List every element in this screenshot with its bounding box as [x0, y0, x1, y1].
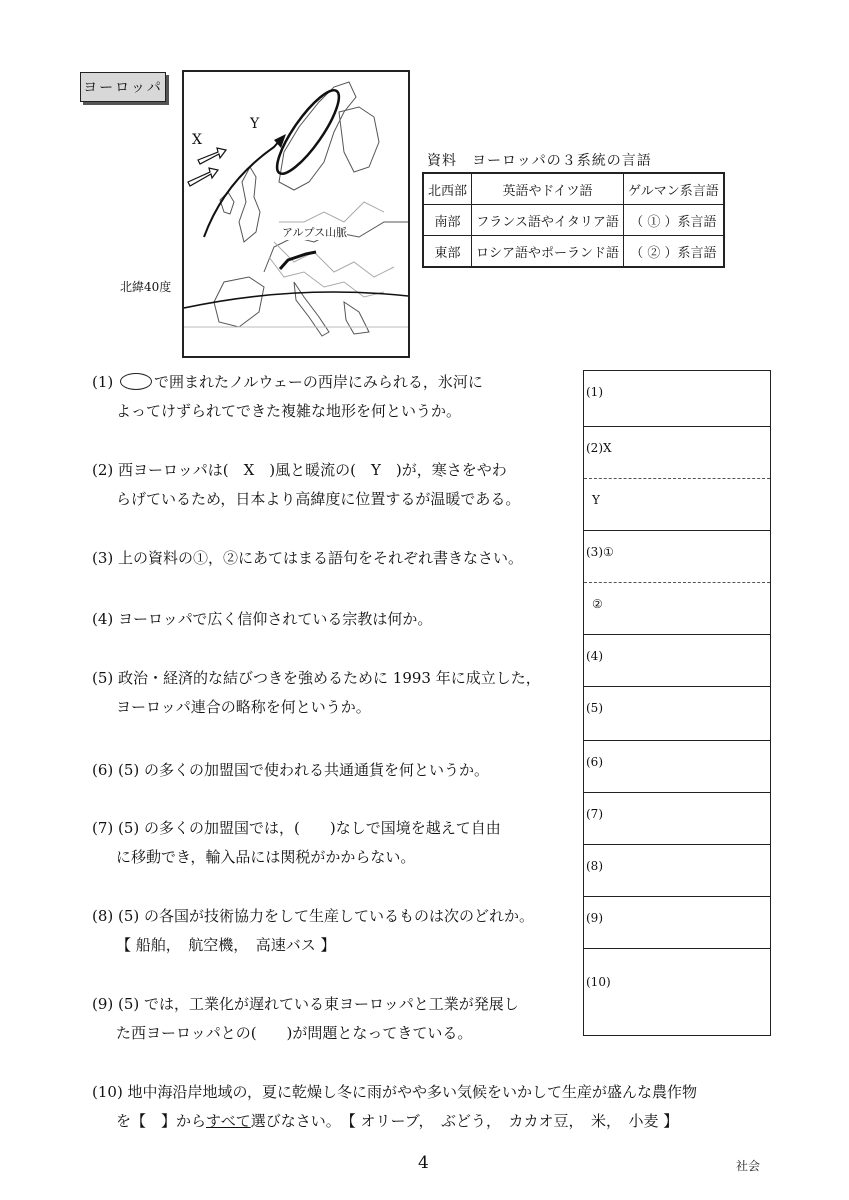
- finland-outline: [339, 107, 379, 172]
- answer-field-2y[interactable]: [584, 479, 770, 531]
- q10-underlined: すべて: [206, 1112, 251, 1130]
- table-row: [423, 236, 724, 268]
- question-3: [92, 544, 523, 573]
- answer-field-9[interactable]: [584, 897, 770, 949]
- answer-label: (5): [586, 701, 603, 715]
- oval-icon: [120, 373, 152, 390]
- answer-field-8[interactable]: [584, 845, 770, 897]
- languages-cell: ロシア語やポーランド語: [472, 236, 624, 268]
- resource-title: 資料 ヨーロッパの３系統の言語: [427, 153, 652, 169]
- q1-text-line2: よってけずられてできた複雑な地形を何というか。: [116, 402, 462, 420]
- question-10: [92, 1078, 697, 1136]
- language-table: [422, 172, 725, 268]
- answer-label: (8): [586, 859, 603, 873]
- answer-field-4[interactable]: [584, 635, 770, 687]
- greece-outline: [344, 302, 369, 334]
- family-cell: （ ① ）系言語: [624, 205, 724, 236]
- question-8: [92, 902, 534, 960]
- q10-text: (10) 地中海沿岸地域の，夏に乾燥し冬に雨がやや多い気候をいかして生産が盛んな農作物: [92, 1083, 697, 1101]
- answer-label: (6): [586, 755, 603, 769]
- europe-map: [182, 70, 410, 358]
- table-row: [423, 173, 724, 205]
- q5-text: (5) 政治・経済的な結びつきを強めるために 1993 年に成立した，: [92, 669, 541, 687]
- question-7: [92, 814, 501, 872]
- iberia-outline: [214, 277, 264, 327]
- languages-cell: フランス語やイタリア語: [472, 205, 624, 236]
- map-label-y: Y: [250, 116, 260, 132]
- q2-text-line2: らげているため，日本より高緯度に位置するが温暖である。: [116, 490, 521, 508]
- question-4: [92, 605, 432, 634]
- region-cell: 南部: [423, 205, 472, 236]
- answer-field-1[interactable]: [584, 371, 770, 427]
- answer-label: (9): [586, 911, 603, 925]
- question-2: [92, 456, 520, 514]
- region-cell: 北西部: [423, 173, 472, 205]
- answer-field-6[interactable]: [584, 741, 770, 793]
- current-y-arrow: [204, 140, 280, 237]
- family-cell: ゲルマン系言語: [624, 173, 724, 205]
- europe-map-drawing: [184, 72, 408, 356]
- answer-field-2x[interactable]: [584, 427, 770, 479]
- answer-field-3-1[interactable]: [584, 531, 770, 583]
- q4-text: (4) ヨーロッパで広く信仰されている宗教は何か。: [92, 610, 433, 628]
- answer-label: Y: [592, 493, 600, 507]
- section-title: ヨーロッパ: [80, 72, 166, 102]
- q7-text: (7) (5) の多くの加盟国では，( )なしで国境を越えて自由: [92, 819, 501, 837]
- answer-label: (3)①: [586, 545, 614, 559]
- q8-text: (8) (5) の各国が技術協力をして生産しているものは次のどれか。: [92, 907, 535, 925]
- q7-text-line2: に移動でき，輸入品には関税がかからない。: [116, 848, 416, 866]
- ireland-outline: [220, 192, 234, 214]
- question-9: [92, 990, 519, 1048]
- q5-text-line2: ヨーロッパ連合の略称を何というか。: [116, 698, 371, 716]
- region-cell: 東部: [423, 236, 472, 268]
- page-number: 4: [418, 1153, 429, 1173]
- q10-text-part1: を【 】から: [116, 1112, 207, 1130]
- italy-outline: [294, 282, 329, 336]
- answer-label: (10): [586, 975, 611, 989]
- q10-text-part3: 選びなさい。 【 オリーブ， ぶどう， カカオ豆， 米， 小麦 】: [250, 1112, 679, 1130]
- answer-label: (2)X: [586, 441, 612, 455]
- question-6: [92, 756, 489, 785]
- question-1: [92, 368, 483, 426]
- wind-x-arrows: [188, 148, 226, 186]
- q1-text: で囲まれたノルウェーの西岸にみられる，氷河に: [154, 373, 483, 391]
- norway-coast-oval: [268, 83, 348, 181]
- answer-field-3-2[interactable]: [584, 583, 770, 635]
- table-row: [423, 205, 724, 236]
- languages-cell: 英語やドイツ語: [472, 173, 624, 205]
- q8-options: 【 船舶， 航空機， 高速バス 】: [116, 936, 336, 954]
- answer-box: [583, 370, 771, 1036]
- britain-outline: [239, 167, 260, 242]
- latitude-label: 北緯40度: [120, 280, 172, 294]
- family-cell: （ ② ）系言語: [624, 236, 724, 268]
- q6-text: (6) (5) の多くの加盟国で使われる共通通貨を何というか。: [92, 761, 490, 779]
- question-5: [92, 664, 541, 722]
- answer-field-5[interactable]: [584, 687, 770, 741]
- q1-number: (1): [92, 373, 114, 391]
- answer-field-10[interactable]: [584, 949, 770, 1035]
- q2-text: (2) 西ヨーロッパは( X )風と暖流の( Y )が，寒さをやわ: [92, 461, 507, 479]
- answer-label: (4): [586, 649, 603, 663]
- q3-text: (3) 上の資料の①，②にあてはまる語句をそれぞれ書きなさい。: [92, 549, 524, 567]
- map-label-alps: アルプス山脈: [282, 226, 348, 239]
- subject-label: 社会: [736, 1159, 761, 1173]
- answer-label: ②: [592, 597, 603, 611]
- answer-label: (1): [586, 385, 603, 399]
- q9-text: (9) (5) では，工業化が遅れている東ヨーロッパと工業が発展し: [92, 995, 519, 1013]
- q9-text-line2: た西ヨーロッパとの( )が問題となってきている。: [116, 1024, 473, 1042]
- answer-field-7[interactable]: [584, 793, 770, 845]
- map-label-x: X: [192, 132, 202, 148]
- answer-label: (7): [586, 807, 603, 821]
